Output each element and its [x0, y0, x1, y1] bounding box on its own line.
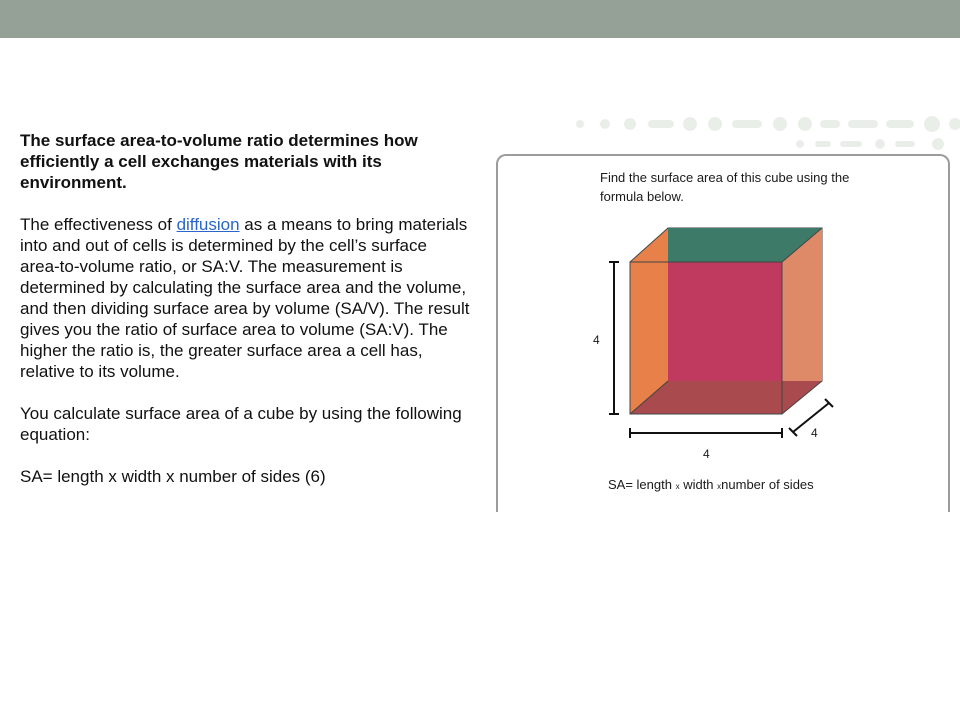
width-label: 4: [703, 447, 710, 461]
diffusion-paragraph: [20, 214, 470, 382]
depth-label: 4: [811, 426, 818, 440]
formula-caption: [608, 477, 814, 492]
equation: SA= length x width x number of sides (6): [20, 467, 326, 486]
cube-front-face: [668, 262, 782, 381]
figure-instruction: Find the surface area of this cube using the formula below.: [600, 170, 850, 204]
paragraph-text-before-link: The effectiveness of: [20, 215, 177, 234]
caption-part-2: width: [679, 477, 718, 492]
height-dimension: [609, 262, 619, 414]
top-banner: [0, 0, 960, 38]
paragraph-text-after-link: as a means to bring materials into and out of cells is determined by the cell’s surface area-to-volume ratio, or SA:V. The measurement is determined by calculating the surface area and the volume, and then dividing surface area by volume (SA/V). The result gives you the ratio of surface area to volume (SA:V). The higher the ratio is, the greater surface area a cell has, relative to its volume.: [20, 215, 470, 381]
equation-intro: You calculate surface area of a cube by using the following equation:: [20, 404, 462, 444]
heading: The surface area-to-volume ratio determines how efficiently a cell exchanges materials with its environment.: [20, 131, 418, 192]
decorative-dots: [560, 108, 960, 158]
panel-clip: [490, 512, 960, 592]
caption-times-2: x: [717, 482, 722, 491]
caption-times-1: x: [675, 482, 680, 491]
height-label: 4: [593, 333, 600, 347]
caption-part-3: number of sides: [721, 477, 814, 492]
caption-part-1: SA= length: [608, 477, 676, 492]
diffusion-link[interactable]: diffusion: [176, 215, 240, 234]
article-text: [20, 130, 470, 508]
cube-diagram: [560, 215, 880, 475]
width-dimension: [630, 428, 782, 438]
